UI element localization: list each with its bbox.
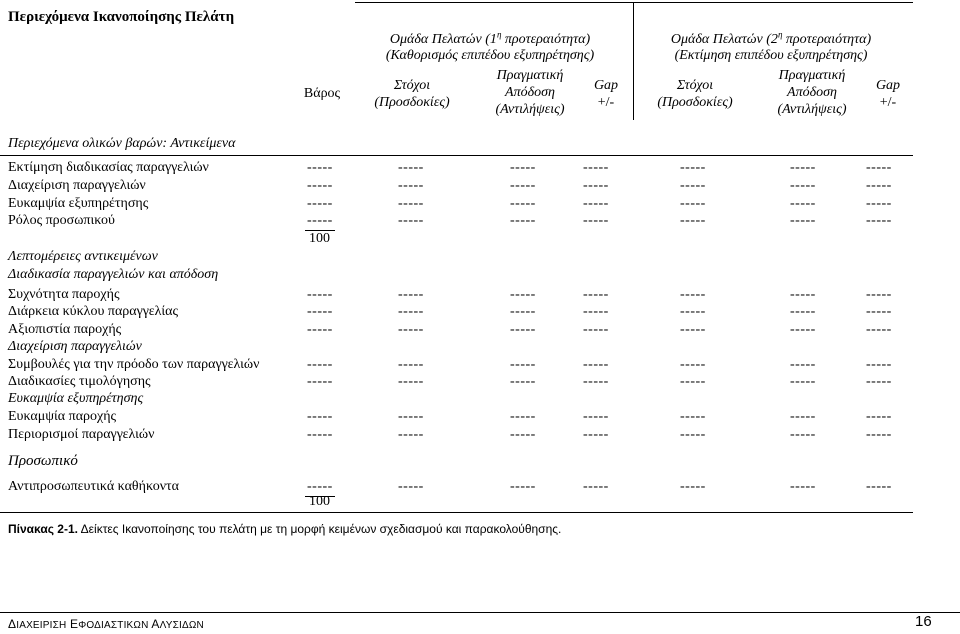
table-cell: -----: [866, 357, 892, 372]
table-cell: -----: [583, 322, 609, 337]
g1-actual-line2: Απόδοση: [505, 85, 555, 100]
table-cell: -----: [583, 196, 609, 211]
table-cell: -----: [680, 213, 706, 228]
g2-actual-line3: (Αντιλήψεις): [777, 102, 847, 117]
table-cell: -----: [680, 287, 706, 302]
table-cell: -----: [510, 427, 536, 442]
table-title: Περιεχόμενα Ικανοποίησης Πελάτη: [8, 9, 235, 25]
g1-targets-line1: Στόχοι: [393, 78, 431, 93]
table-cell: -----: [866, 409, 892, 424]
table-cell: -----: [398, 322, 424, 337]
table-cell: -----: [790, 196, 816, 211]
table-cell: -----: [307, 374, 333, 389]
table-cell: -----: [680, 357, 706, 372]
table-cell: -----: [398, 357, 424, 372]
footer-rule: [0, 612, 960, 613]
g2-actual-line1: Πραγματική: [778, 68, 846, 83]
g1-gap-line1: Gap: [593, 78, 619, 93]
table-cell: -----: [790, 304, 816, 319]
table-cell: -----: [510, 304, 536, 319]
table-cell: -----: [398, 374, 424, 389]
table-cell: -----: [307, 304, 333, 319]
table-cell: -----: [307, 357, 333, 372]
table-cell: -----: [398, 213, 424, 228]
table-cell: -----: [680, 427, 706, 442]
g1-targets-line2: (Προσδοκίες): [374, 95, 450, 110]
table-row-label: Διαχείριση παραγγελιών: [8, 178, 146, 193]
table-cell: -----: [680, 479, 706, 494]
table-cell: -----: [866, 479, 892, 494]
overall-total: 100: [309, 231, 330, 246]
table-cell: -----: [307, 178, 333, 193]
table-cell: -----: [680, 178, 706, 193]
table-cell: -----: [510, 213, 536, 228]
table-cell: -----: [790, 357, 816, 372]
table-cell: -----: [680, 304, 706, 319]
table-cell: -----: [866, 213, 892, 228]
table-cell: -----: [583, 304, 609, 319]
table-cell: -----: [510, 160, 536, 175]
table-cell: -----: [866, 287, 892, 302]
table-cell: -----: [398, 409, 424, 424]
table-cell: -----: [583, 213, 609, 228]
table-row-label: Ευκαμψία εξυπηρέτησης: [8, 196, 149, 211]
table-cell: -----: [307, 479, 333, 494]
table-row-label: Περιορισμοί παραγγελιών: [8, 427, 155, 442]
g2-actual-line2: Απόδοση: [787, 85, 837, 100]
table-cell: -----: [398, 178, 424, 193]
table-cell: -----: [583, 427, 609, 442]
subsection-heading: Διαδικασία παραγγελιών και απόδοση: [8, 267, 219, 282]
table-cell: -----: [866, 196, 892, 211]
table-row-label: Αντιπροσωπευτικά καθήκοντα: [8, 479, 179, 494]
table-cell: -----: [866, 304, 892, 319]
table-cell: -----: [307, 213, 333, 228]
group2-title-line1: Ομάδα Πελατών ($2^\eta$ προτεραιότητα): [670, 29, 872, 47]
table-row-label: Διαδικασίες τιμολόγησης: [8, 374, 151, 389]
table-row-label: Ρόλος προσωπικού: [8, 213, 115, 228]
table-cell: -----: [510, 409, 536, 424]
table-cell: -----: [307, 409, 333, 424]
table-cell: -----: [510, 178, 536, 193]
table-cell: -----: [307, 427, 333, 442]
table-cell: -----: [790, 409, 816, 424]
table-cell: -----: [680, 160, 706, 175]
table-cell: -----: [307, 322, 333, 337]
section-rule: [0, 155, 913, 156]
page-number: 16: [915, 613, 932, 630]
table-cell: -----: [398, 196, 424, 211]
table-cell: -----: [583, 160, 609, 175]
table-cell: -----: [583, 479, 609, 494]
g2-targets-line2: (Προσδοκίες): [657, 95, 733, 110]
group2-title-line2: (Εκτίμηση επιπέδου εξυπηρέτησης): [674, 48, 868, 63]
group1-title-line1: Ομάδα Πελατών ($1^\eta$ προτεραιότητα): [389, 29, 591, 47]
table-cell: -----: [307, 287, 333, 302]
table-cell: -----: [510, 196, 536, 211]
table-cell: -----: [583, 287, 609, 302]
table-cell: -----: [510, 322, 536, 337]
table-cell: -----: [790, 427, 816, 442]
g1-actual-line1: Πραγματική: [496, 68, 564, 83]
group-divider: [633, 2, 634, 120]
table-cell: -----: [790, 374, 816, 389]
table-cell: -----: [583, 357, 609, 372]
running-footer-title: ΔΙΑΧΕΙΡΙΣΗ ΕΦΟΔΙΑΣΤΙΚΩΝ ΑΛΥΣΙΔΩΝ: [8, 617, 204, 631]
table-cell: -----: [790, 160, 816, 175]
table-cell: -----: [866, 374, 892, 389]
table-row-label: Εκτίμηση διαδικασίας παραγγελιών: [8, 160, 209, 175]
header-top-rule: [355, 2, 913, 3]
table-cell: -----: [510, 374, 536, 389]
table-cell: -----: [510, 479, 536, 494]
table-cell: -----: [307, 196, 333, 211]
g2-gap-line1: Gap: [875, 78, 901, 93]
table-cell: -----: [583, 409, 609, 424]
g1-actual-line3: (Αντιλήψεις): [495, 102, 565, 117]
table-cell: -----: [680, 322, 706, 337]
table-row-label: Συχνότητα παροχής: [8, 287, 120, 302]
table-bottom-rule: [0, 512, 913, 513]
table-cell: -----: [680, 374, 706, 389]
overall-section-heading: Περιεχόμενα ολικών βαρών: Αντικείμενα: [8, 136, 236, 151]
table-cell: -----: [510, 357, 536, 372]
g2-gap-line2: +/-: [879, 95, 897, 110]
table-cell: -----: [398, 160, 424, 175]
table-cell: -----: [398, 287, 424, 302]
table-cell: -----: [790, 322, 816, 337]
table-cell: -----: [583, 178, 609, 193]
table-cell: -----: [398, 304, 424, 319]
table-cell: -----: [790, 178, 816, 193]
details-total: 100: [309, 494, 330, 509]
table-cell: -----: [866, 322, 892, 337]
table-cell: -----: [398, 427, 424, 442]
table-cell: -----: [866, 160, 892, 175]
table-cell: -----: [398, 479, 424, 494]
table-cell: -----: [510, 287, 536, 302]
table-cell: -----: [790, 287, 816, 302]
table-cell: -----: [790, 213, 816, 228]
weight-header: Βάρος: [303, 86, 341, 101]
subsection-heading: Ευκαμψία εξυπηρέτησης: [8, 391, 144, 406]
table-caption: Πίνακας 2-1. Δείκτες Ικανοποίησης του πελάτη με τη μορφή κειμένων σχεδιασμού και παρακολούθησης.: [8, 522, 562, 536]
g2-targets-line1: Στόχοι: [676, 78, 714, 93]
subsection-heading: Προσωπικό: [8, 453, 78, 469]
table-cell: -----: [307, 160, 333, 175]
table-row-label: Συμβουλές για την πρόοδο των παραγγελιών: [8, 357, 260, 372]
group1-title-line2: (Καθορισμός επιπέδου εξυπηρέτησης): [385, 48, 595, 63]
g1-gap-line2: +/-: [597, 95, 615, 110]
table-cell: -----: [680, 196, 706, 211]
details-section-heading: Λεπτομέρειες αντικειμένων: [8, 249, 158, 264]
table-cell: -----: [583, 374, 609, 389]
subsection-heading: Διαχείριση παραγγελιών: [8, 339, 142, 354]
table-row-label: Διάρκεια κύκλου παραγγελίας: [8, 304, 179, 319]
table-cell: -----: [790, 479, 816, 494]
table-cell: -----: [680, 409, 706, 424]
table-row-label: Αξιοπιστία παροχής: [8, 322, 122, 337]
table-cell: -----: [866, 178, 892, 193]
table-row-label: Ευκαμψία παροχής: [8, 409, 117, 424]
table-cell: -----: [866, 427, 892, 442]
